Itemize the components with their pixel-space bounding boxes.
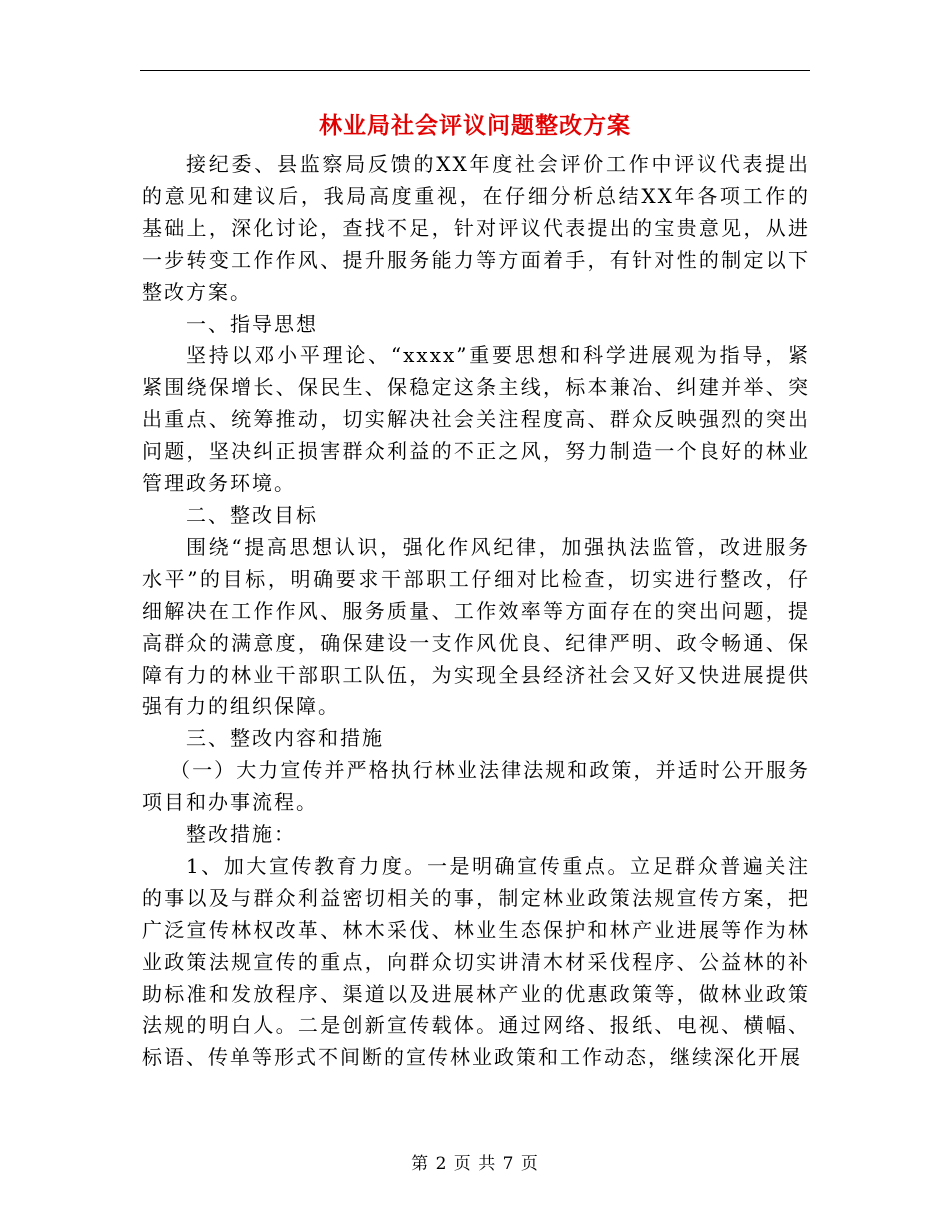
section-heading-measures: 三、整改内容和措施: [186, 726, 384, 751]
page-footer: 第 2 页 共 7 页: [411, 1154, 539, 1174]
section-heading-goals: 二、整改目标: [186, 502, 318, 527]
document-body: [142, 149, 810, 1074]
document-title: 林业局社会评议问题整改方案: [319, 112, 631, 139]
header-rule: [140, 70, 810, 71]
section-heading-guiding-thought: 一、指导思想: [186, 311, 318, 336]
subsection-heading-1: （一）大力宣传并严格执行林业法律法规和政策，并适时公开服务项目和办事流程。: [142, 758, 810, 815]
goals-paragraph: 围绕“提高思想认识，强化作风纪律，加强执法监管，改进服务水平”的目标，明确要求干部职工仔细对比检查，切实进行整改，仔细解决在工作作风、服务质量、工作效率等方面存在的突出问题，提高群众的满意度，确保建设一支作风优良、纪律严明、政令畅通、保障有力的林业干部职工队伍，为实现全县经济社会又好又快进展提供强有力的组织保障。: [142, 534, 810, 719]
intro-paragraph: 接纪委、县监察局反馈的XX年度社会评价工作中评议代表提出的意见和建议后，我局高度重视，在仔细分析总结XX年各项工作的基础上，深化讨论，查找不足，针对评议代表提出的宝贵意见，从进一步转变工作作风、提升服务能力等方面着手，有针对性的制定以下整改方案。: [142, 152, 810, 304]
measure-1-paragraph: 1、加大宣传教育力度。一是明确宣传重点。立足群众普遍关注的事以及与群众利益密切相关的事，制定林业政策法规宣传方案，把广泛宣传林权改革、林木采伐、林业生态保护和林产业进展等作为林业政策法规宣传的重点，向群众切实讲清木材采伐程序、公益林的补助标准和发放程序、渠道以及进展林产业的优惠政策等，做林业政策法规的明白人。二是创新宣传载体。通过网络、报纸、电视、横幅、标语、传单等形式不间断的宣传林业政策和工作动态，继续深化开展: [142, 853, 810, 1070]
guiding-thought-paragraph: 坚持以邓小平理论、“xxxx”重要思想和科学进展观为指导，紧紧围绕保增长、保民生、保稳定这条主线，标本兼冶、纠建并举、突出重点、统筹推动，切实解决社会关注程度高、群众反映强烈的突出问题，坚决纠正损害群众利益的不正之风，努力制造一个良好的林业管理政务环境。: [142, 343, 810, 496]
measures-label: 整改措施：: [186, 822, 296, 847]
